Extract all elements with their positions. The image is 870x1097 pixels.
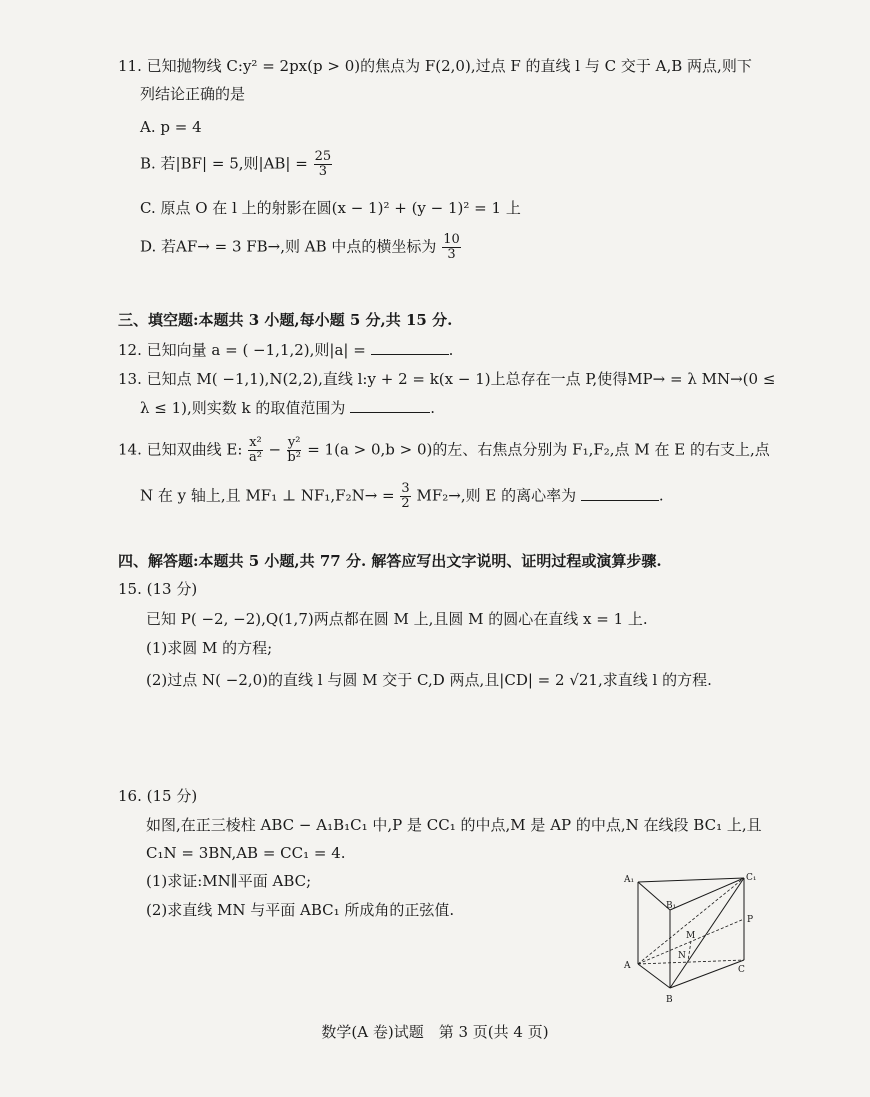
q14-minus: − — [268, 440, 282, 459]
fraction-denominator: b² — [287, 450, 301, 465]
q11-option-b-text: B. 若|BF| = 5,则|AB| = — [140, 154, 308, 173]
q11-stem-a: 已知抛物线 C:y² = 2px(p > 0)的焦点为 F(2,0),过点 F 的直线 l 与 C 交于 A,B 两点,则下 — [146, 57, 752, 75]
q15-paragraph-1: 已知 P( −2, −2),Q(1,7)两点都在圆 M 上,且圆 M 的圆心在直线 x = 1 上. — [146, 610, 648, 628]
edge-A-C — [638, 960, 744, 964]
label-N: N — [678, 951, 686, 961]
q14-line1 — [118, 436, 770, 465]
q11-number: 11. — [118, 57, 142, 75]
page-footer: 数学(A 卷)试题 第 3 页(共 4 页) — [321, 1023, 549, 1041]
q11-stem-line1 — [118, 56, 752, 76]
edge-A1-C1 — [638, 878, 744, 882]
q11-option-b-fraction — [314, 150, 333, 179]
q12-answer-blank[interactable] — [371, 340, 449, 355]
q14-fraction-x — [248, 436, 263, 465]
q13-line2: λ ≤ 1),则实数 k 的取值范围为 . — [140, 399, 435, 417]
q16-paragraph-2: C₁N = 3BN,AB = CC₁ = 4. — [146, 844, 346, 862]
prism-figure — [620, 868, 780, 1008]
q11-option-a: A. p = 4 — [140, 118, 202, 136]
q16-part-1: (1)求证:MN∥平面 ABC; — [146, 872, 312, 890]
label-A: A — [624, 961, 631, 971]
label-C1: C₁ — [746, 873, 757, 883]
q15-part-1: (1)求圆 M 的方程; — [146, 639, 273, 657]
q13-line1: 13. 已知点 M( −1,1),N(2,2),直线 l:y + 2 = k(x − 1)上总存在一点 P,使得MP→ = λ MN→(0 ≤ — [118, 370, 776, 388]
fraction-denominator: a² — [248, 450, 262, 465]
fraction-numerator: 10 — [443, 232, 460, 247]
q14-line2: N 在 y 轴上,且 MF₁ ⊥ NF₁,F₂N→ = $\frac{3}{2}$ MF₂→,则 E 的离心率为 . — [140, 481, 664, 511]
q14-line2-post: MF₂→,则 E 的离心率为 — [416, 486, 577, 505]
q15-heading: 15. (13 分) — [118, 580, 198, 598]
q11-option-d — [140, 233, 462, 262]
q11-option-d-fraction — [442, 233, 461, 262]
q14-answer-blank[interactable] — [581, 486, 659, 501]
section-4-title: 四、解答题:本题共 5 小题,共 77 分. 解答应写出文字说明、证明过程或演算步骤. — [118, 552, 662, 570]
q14-fraction-ratio — [400, 482, 410, 511]
q16-heading: 16. (15 分) — [118, 787, 198, 805]
edge-A-C1 — [638, 878, 744, 964]
q14-post: = 1(a > 0,b > 0)的左、右焦点分别为 F₁,F₂,点 M 在 E 的右支上,点 — [307, 440, 770, 459]
edge-A-B — [638, 964, 670, 988]
q16-part-2: (2)求直线 MN 与平面 ABC₁ 所成角的正弦值. — [146, 901, 455, 919]
q12-text: 12. 已知向量 a = ( −1,1,2),则|a| = — [118, 341, 366, 359]
q12: 12. 已知向量 a = ( −1,1,2),则|a| = . — [118, 341, 454, 359]
fraction-denominator: 3 — [318, 164, 328, 179]
fraction-numerator: y² — [287, 435, 301, 450]
fraction-numerator: 25 — [314, 149, 332, 164]
label-C: C — [738, 965, 745, 975]
fraction-denominator: 2 — [401, 496, 410, 511]
q11-option-c: C. 原点 O 在 l 上的射影在圆(x − 1)² + (y − 1)² = 1 上 — [140, 199, 521, 217]
fraction-denominator: 3 — [447, 247, 456, 262]
q11-stem-line2: 列结论正确的是 — [140, 85, 246, 103]
q15-part-2: (2)过点 N( −2,0)的直线 l 与圆 M 交于 C,D 两点,且|CD| = 2 √21,求直线 l 的方程. — [146, 671, 712, 689]
fraction-numerator: 3 — [401, 481, 410, 496]
q14-line2-pre: N 在 y 轴上,且 MF₁ ⊥ NF₁,F₂N→ = — [140, 486, 395, 505]
label-M: M — [686, 931, 696, 941]
q14-pre: 14. 已知双曲线 E: — [118, 440, 243, 459]
q11-option-b — [140, 150, 333, 179]
label-B1: B₁ — [666, 901, 677, 911]
label-B: B — [666, 995, 673, 1005]
section-3-title: 三、填空题:本题共 3 小题,每小题 5 分,共 15 分. — [118, 311, 453, 329]
q14-fraction-y — [287, 436, 302, 465]
edge-B-C — [670, 960, 744, 988]
q16-paragraph-1: 如图,在正三棱柱 ABC − A₁B₁C₁ 中,P 是 CC₁ 的中点,M 是 AP 的中点,N 在线段 BC₁ 上,且 — [146, 816, 762, 834]
q13-answer-blank[interactable] — [350, 398, 430, 413]
q13-text: λ ≤ 1),则实数 k 的取值范围为 — [140, 399, 346, 417]
q11-option-d-text: D. 若AF→ = 3 FB→,则 AB 中点的横坐标为 — [140, 237, 437, 256]
fraction-numerator: x² — [249, 435, 262, 450]
label-P: P — [747, 915, 754, 925]
label-A1: A₁ — [624, 875, 635, 885]
